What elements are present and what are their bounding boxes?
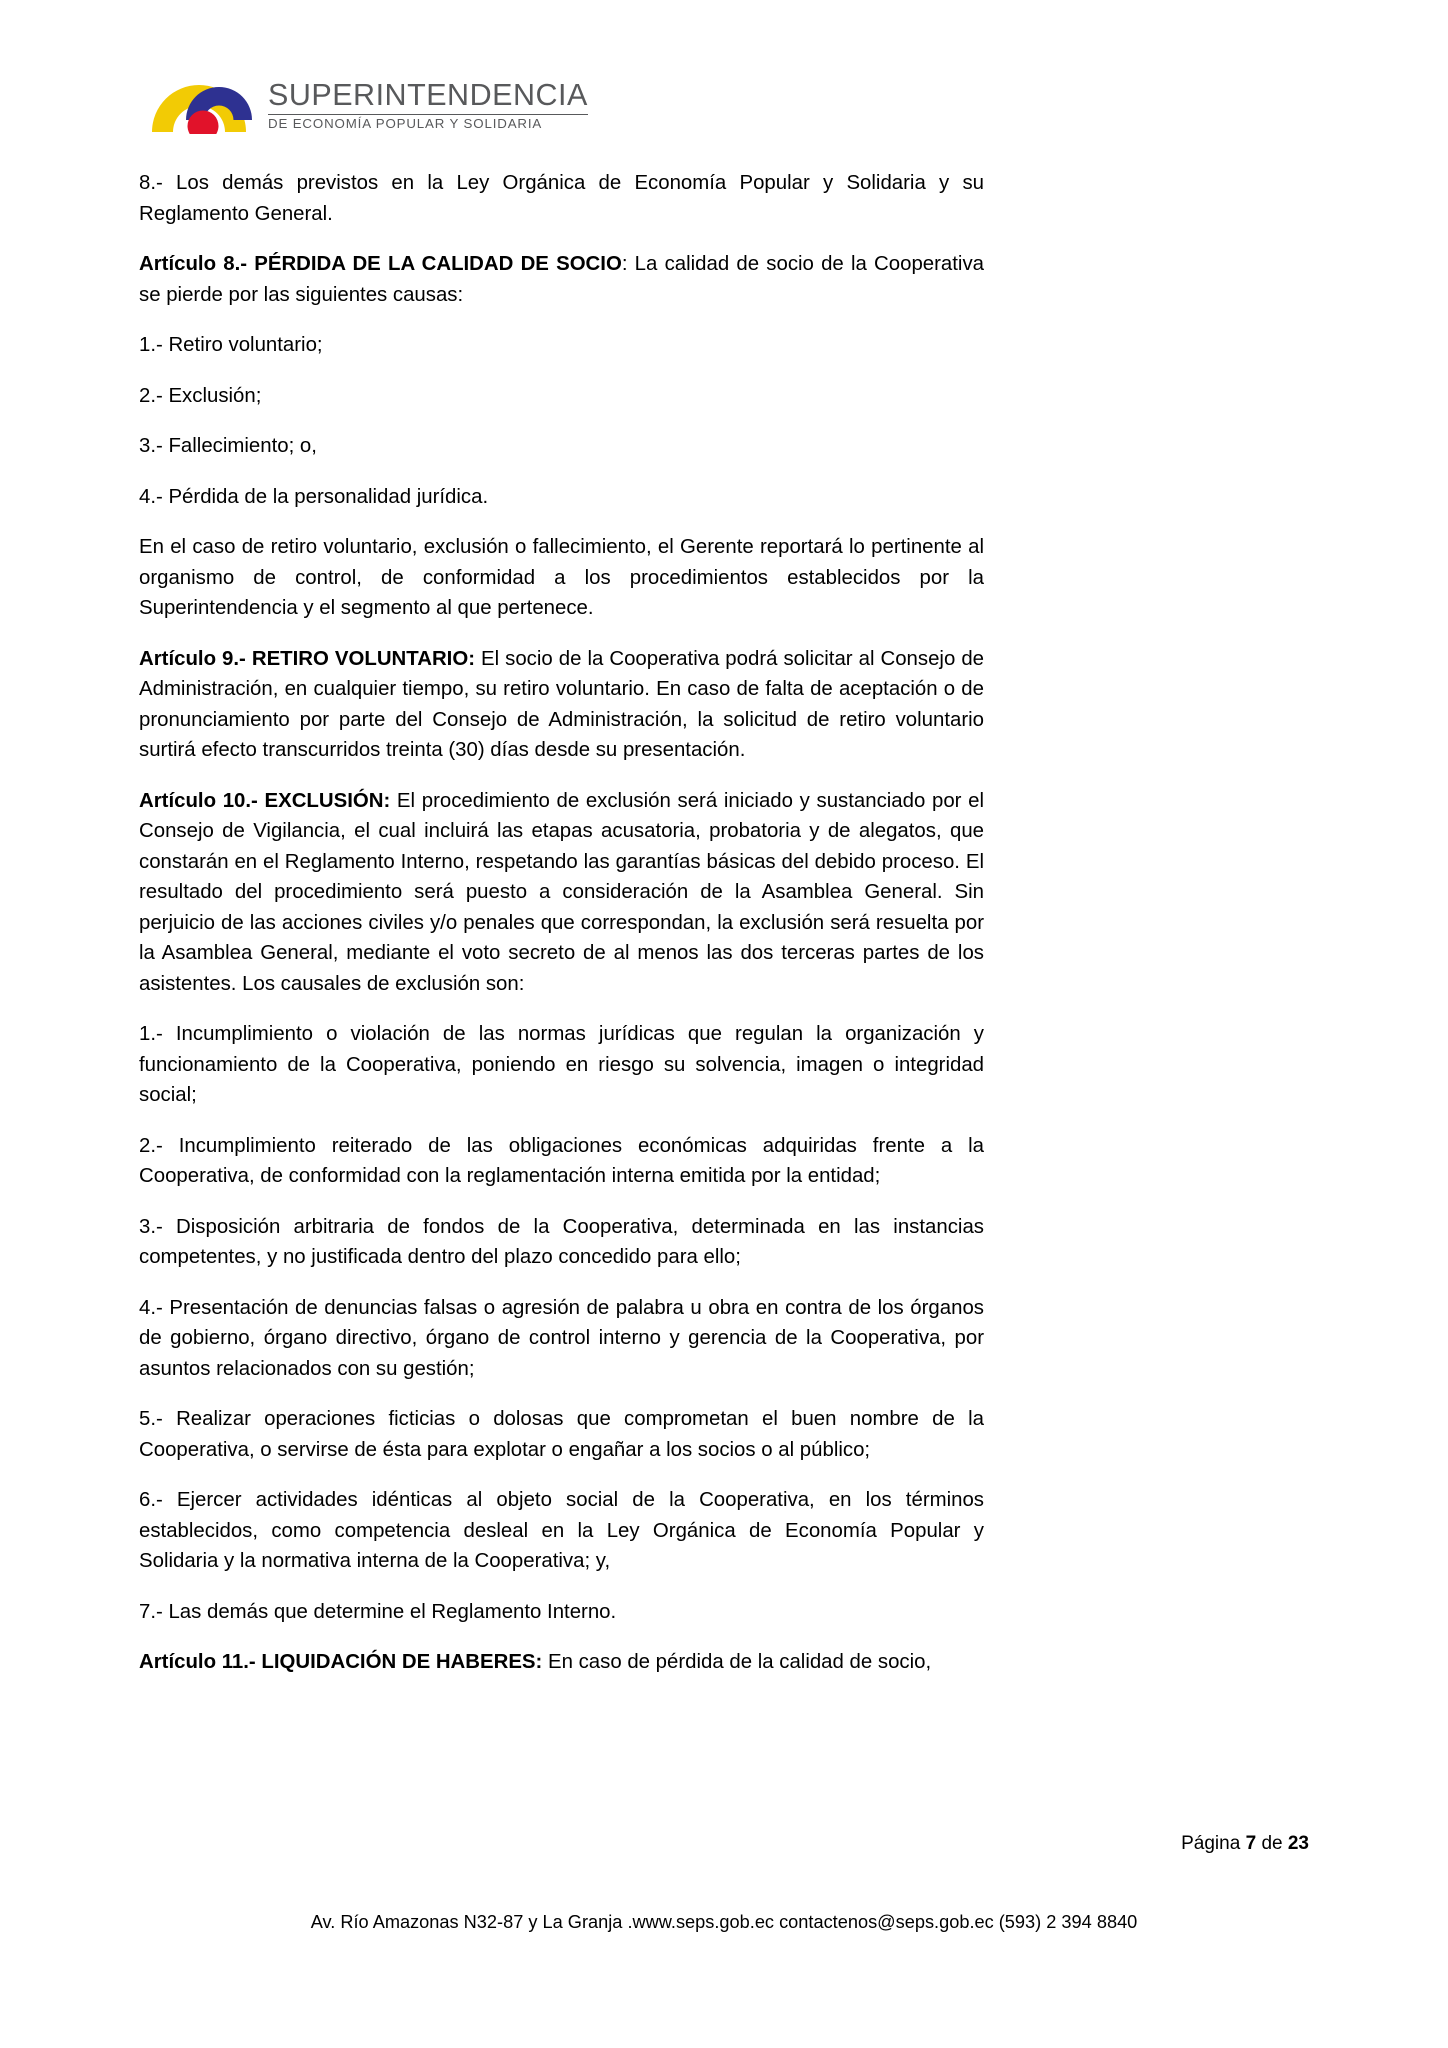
article-heading: Artículo 9.- RETIRO VOLUNTARIO: bbox=[139, 647, 475, 670]
paragraph-text: 4.- Presentación de denuncias falsas o agresión de palabra u obra en contra de los órganos de gobierno, órgano directivo, órgano de control interno y gerencia de la Cooperativa, por asuntos relacionados con su gestión; bbox=[139, 1296, 984, 1380]
seps-logo-title: SUPERINTENDENCIA bbox=[268, 78, 588, 113]
list-item-causa-1 bbox=[139, 330, 984, 361]
list-item-causa-4 bbox=[139, 482, 984, 513]
seps-logo-text bbox=[268, 80, 588, 134]
article-heading: Artículo 11.- LIQUIDACIÓN DE HABERES: bbox=[139, 1651, 543, 1673]
paragraph-articulo-8 bbox=[139, 249, 984, 310]
paragraph-text: 8.- Los demás previstos en la Ley Orgánica de Economía Popular y Solidaria y su Reglamento General. bbox=[139, 172, 984, 225]
list-item-exclusion-7 bbox=[139, 1597, 984, 1628]
page-total-value: 23 bbox=[1287, 1833, 1309, 1854]
paragraph-gerente bbox=[139, 532, 984, 624]
paragraph-articulo-10 bbox=[139, 786, 984, 1000]
paragraph-articulo-9 bbox=[139, 644, 984, 766]
footer-contact-address: Av. Río Amazonas N32-87 y La Granja .www.seps.gob.ec contactenos@seps.gob.ec (593) 2 394 8840 bbox=[310, 1912, 1138, 1932]
list-item-exclusion-5 bbox=[139, 1404, 984, 1465]
paragraph-text: 2.- Exclusión; bbox=[139, 384, 262, 407]
list-item-exclusion-6 bbox=[139, 1485, 984, 1577]
page-of-label: de bbox=[1261, 1833, 1283, 1854]
list-item-exclusion-3 bbox=[139, 1212, 984, 1273]
list-item-causa-3 bbox=[139, 431, 984, 462]
paragraph-text: 5.- Realizar operaciones ficticias o dolosas que comprometan el buen nombre de la Cooperativa, o servirse de ésta para explotar o engañar a los socios o al público; bbox=[139, 1408, 984, 1461]
paragraph-text: 4.- Pérdida de la personalidad jurídica. bbox=[139, 485, 489, 508]
list-item-causa-2 bbox=[139, 381, 984, 412]
paragraph-text: 2.- Incumplimiento reiterado de las obligaciones económicas adquiridas frente a la Cooperativa, de conformidad con la reglamentación interna emitida por la entidad; bbox=[139, 1134, 984, 1187]
article-heading: Artículo 10.- EXCLUSIÓN: bbox=[139, 789, 391, 812]
paragraph-text: El procedimiento de exclusión será iniciado y sustanciado por el Consejo de Vigilancia, el cual incluirá las etapas acusatoria, probatoria y de alegatos, que constarán en el Reglamento Interno, respetando las garantías básicas del debido proceso. El resultado del procedimiento será puesto a consideración de la Asamblea General. Sin perjuicio de las acciones civiles y/o penales que correspondan, la exclusión será resuelta por la Asamblea General, mediante el voto secreto de al menos las dos terceras partes de los asistentes. Los causales de exclusión son: bbox=[139, 789, 985, 995]
seps-logo-divider bbox=[268, 114, 588, 116]
page-header bbox=[150, 52, 1300, 148]
list-item-exclusion-2 bbox=[139, 1131, 984, 1192]
paragraph-text: 6.- Ejercer actividades idénticas al objeto social de la Cooperativa, en los términos establecidos, como competencia desleal en la Ley Orgánica de Economía Popular y Solidaria y la normativa interna de la Cooperativa; y, bbox=[139, 1489, 984, 1572]
paragraph-text: En caso de pérdida de la calidad de socio, bbox=[542, 1651, 932, 1673]
list-item-exclusion-1 bbox=[139, 1019, 984, 1111]
document-body bbox=[139, 168, 984, 1678]
paragraph-text: 1.- Retiro voluntario; bbox=[139, 334, 323, 356]
page-number-footer bbox=[1181, 1832, 1309, 1856]
paragraph-item-8-previos bbox=[139, 168, 984, 229]
seps-logo bbox=[150, 52, 1300, 134]
paragraph-text: : La calidad de socio de la Cooperativa se pierde por las siguientes causas: bbox=[139, 253, 984, 306]
paragraph-text: 7.- Las demás que determine el Reglamento Interno. bbox=[139, 1600, 617, 1623]
seps-emblem-icon bbox=[150, 52, 254, 134]
paragraph-text: 3.- Fallecimiento; o, bbox=[139, 435, 317, 457]
seps-logo-subtitle: DE ECONOMÍA POPULAR Y SOLIDARIA bbox=[268, 116, 543, 132]
list-item-exclusion-4 bbox=[139, 1293, 984, 1385]
page-number-value: 7 bbox=[1245, 1833, 1257, 1854]
article-heading: Artículo 8.- PÉRDIDA DE LA CALIDAD DE SOCIO bbox=[139, 253, 622, 275]
paragraph-text: 1.- Incumplimiento o violación de las normas jurídicas que regulan la organización y funcionamiento de la Cooperativa, poniendo en riesgo su solvencia, imagen o integridad social; bbox=[139, 1023, 984, 1106]
paragraph-articulo-11 bbox=[139, 1647, 984, 1678]
paragraph-text: 3.- Disposición arbitraria de fondos de la Cooperativa, determinada en las instancias competentes, y no justificada dentro del plazo concedido para ello; bbox=[139, 1215, 984, 1268]
page-label: Página bbox=[1181, 1833, 1241, 1854]
paragraph-text: En el caso de retiro voluntario, exclusión o fallecimiento, el Gerente reportará lo pertinente al organismo de control, de conformidad a los procedimientos establecidos por la Superintendencia y el segmento al que pertenece. bbox=[139, 536, 984, 619]
paragraph-text: El socio de la Cooperativa podrá solicitar al Consejo de Administración, en cualquier tiempo, su retiro voluntario. En caso de falta de aceptación o de pronunciamiento por parte del Consejo de Administración, la solicitud de retiro voluntario surtirá efecto transcurridos treinta (30) días desde su presentación. bbox=[139, 647, 984, 761]
